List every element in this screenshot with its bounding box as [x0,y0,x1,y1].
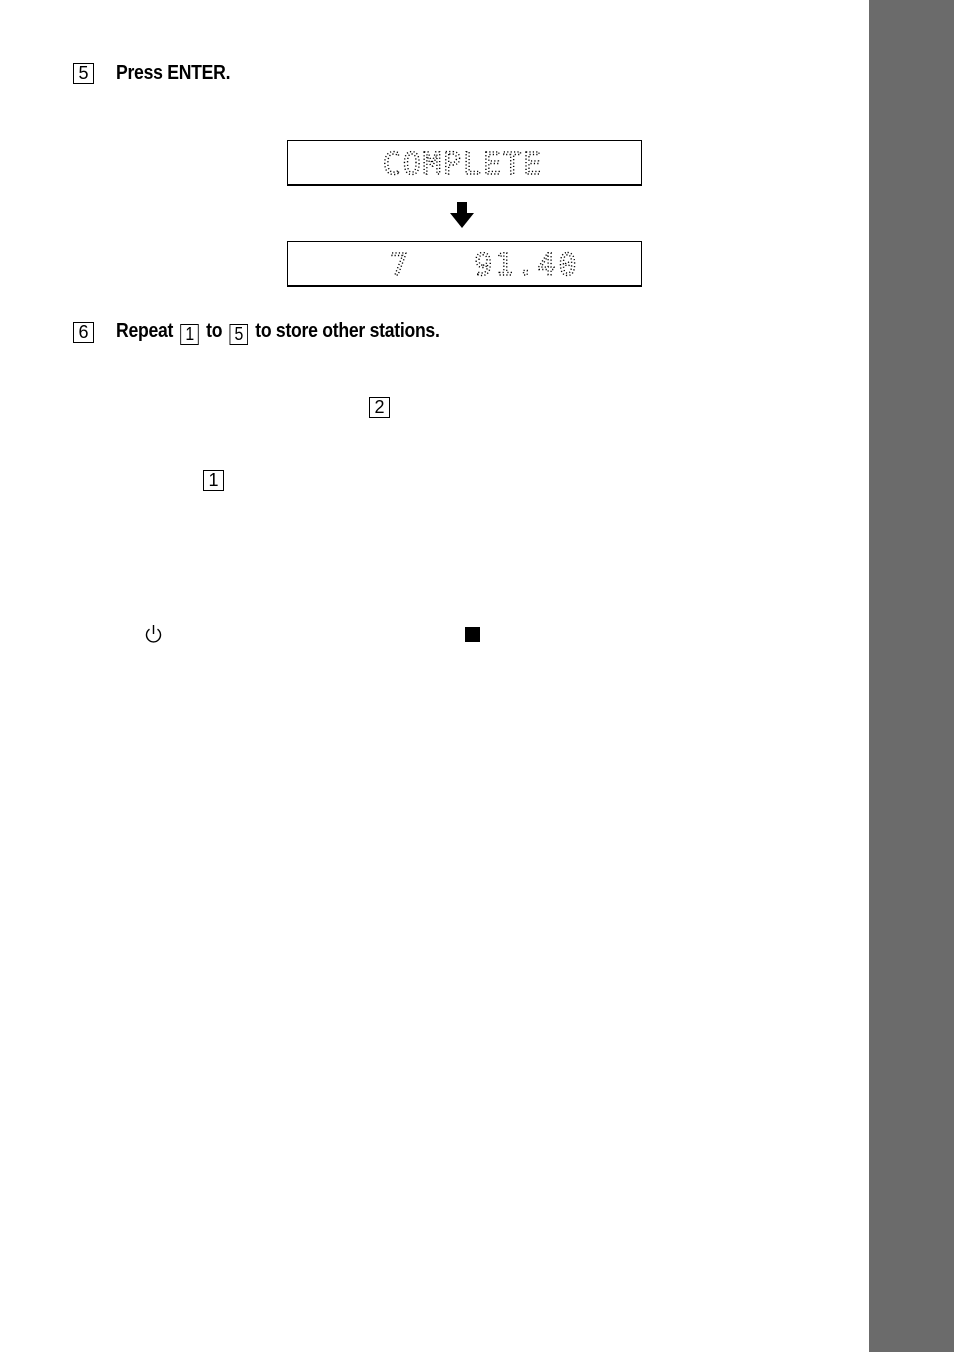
step-number-box: 6 [73,322,94,343]
step-6-text-after: to store other stations. [250,320,440,342]
step-ref-box: 5 [229,324,247,345]
power-icon [144,624,163,644]
stop-square-icon [465,627,480,642]
lcd-display-text: 7 91.40 [390,248,580,283]
step-6-text-before: Repeat [116,320,178,342]
step-ref-box: 2 [369,397,390,418]
down-arrow-icon [450,202,474,228]
step-6-instruction [116,320,440,345]
step-5-instruction: Press ENTER. [116,62,231,84]
lcd-display-complete [287,140,642,186]
step-number-box: 5 [73,63,94,84]
step-ref-box: 1 [180,324,198,345]
lcd-display-text-area [288,242,640,286]
lcd-display-preset [287,241,642,287]
step-6-text-mid: to [201,320,227,342]
step-ref-box: 1 [203,470,224,491]
lcd-display-text-area [288,141,640,185]
lcd-display-text: COMPLETE [382,147,544,182]
side-tab [869,0,954,1352]
